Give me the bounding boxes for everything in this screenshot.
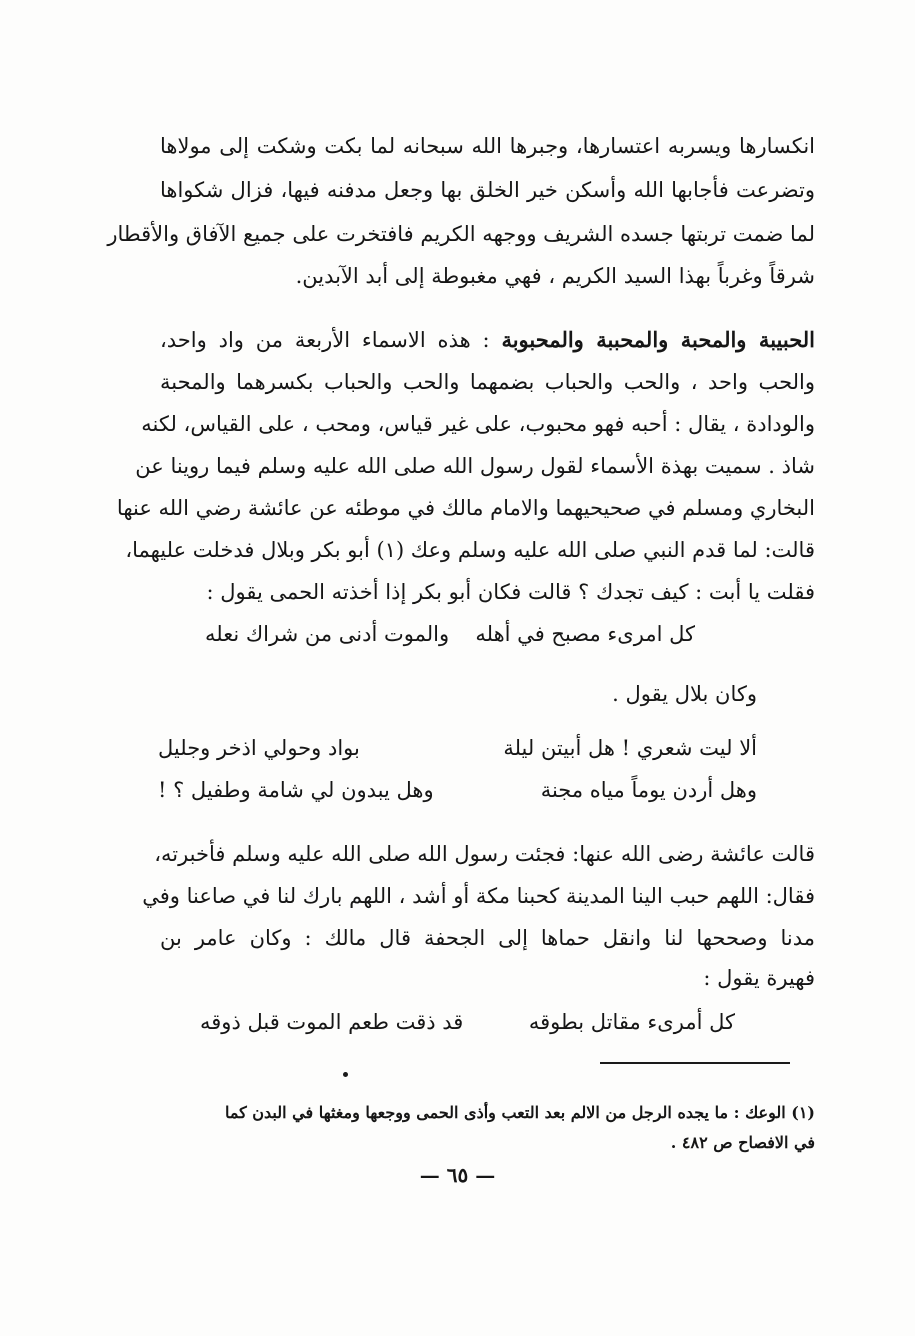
- verse-2-line-1-second: بواد وحولي اذخر وجليل: [158, 736, 360, 760]
- verse-2-line-2-first: وهل أردن يوماً مياه مجنة: [540, 778, 757, 802]
- paragraph-1-line: لما ضمت تربتها جسده الشريف ووجهه الكريم فافتخرت على جميع الآفاق والأقطار: [107, 222, 815, 246]
- paragraph-2-line: شاذ . سميت بهذة الأسماء لقول رسول الله صلى الله عليه وسلم فيما روينا عن: [135, 454, 815, 478]
- paragraph-3-line: مدنا وصححها لنا وانقل حماها إلى الجحفة قال مالك : وكان عامر بن: [160, 926, 815, 950]
- paragraph-3-line: قالت عائشة رضى الله عنها: فجئت رسول الله صلى الله عليه وسلم فأخبرته،: [154, 842, 815, 866]
- paragraph-1-line: انكسارها ويسربه اعتسارها، وجبرها الله سبحانه لما بكت وشكت إلى مولاها: [160, 134, 815, 158]
- bilal-intro: وكان بلال يقول .: [612, 682, 757, 706]
- verse-3-first-hemistich: كل أمرىء مقاتل بطوقه: [528, 1010, 735, 1034]
- verse-1-first-hemistich: كل امرىء مصبح في أهله: [475, 622, 695, 646]
- paragraph-2-line: فقلت يا أبت : كيف تجدك ؟ قالت فكان أبو بكر إذا أخذته الحمى يقول :: [206, 580, 815, 604]
- footnote-separator: [600, 1062, 790, 1064]
- footnote-line: في الافصاح ص ٤٨٢ .: [670, 1133, 815, 1152]
- paragraph-3-line: فقال: اللهم حبب الينا المدينة كحبنا مكة أو أشد ، اللهم بارك لنا في صاعنا وفي: [142, 884, 815, 908]
- paragraph-1-line: شرقاً وغرباً بهذا السيد الكريم ، فهي مغبوطة إلى أبد الآبدين.: [295, 264, 815, 288]
- footnote-line: (١) الوعك : ما يجده الرجل من الالم بعد التعب وأذى الحمى ووجعها ومغثها في البدن كما: [224, 1103, 815, 1122]
- paragraph-2-line: قالت: لما قدم النبي صلى الله عليه وسلم وعك (١) أبو بكر وبلال فدخلت عليهما،: [125, 538, 815, 562]
- heading-continuation: : هذه الاسماء الأربعة من واد واحد،: [160, 328, 490, 352]
- verse-3-second-hemistich: قد ذقت طعم الموت قبل ذوقه: [200, 1010, 464, 1034]
- ink-dot: [343, 1072, 348, 1077]
- verse-2-line-2-second: وهل يبدون لي شامة وطفيل ؟ !: [158, 778, 434, 802]
- verse-1-second-hemistich: والموت أدنى من شراك نعله: [205, 622, 450, 646]
- paragraph-2-line: والودادة ، يقال : أحبه فهو محبوب، على غير قياس، ومحب ، على القياس، لكنه: [141, 412, 815, 436]
- section-heading: الحبيبة والمحبة والمحببة والمحبوبة: [501, 327, 815, 352]
- verse-2-line-1-first: ألا ليت شعري ! هل أبيتن ليلة: [503, 736, 757, 760]
- paragraph-3-line: فهيرة يقول :: [703, 966, 815, 990]
- paragraph-1-line: وتضرعت فأجابها الله وأسكن خير الخلق بها وجعل مدفنه فيها، فزال شكواها: [160, 178, 815, 202]
- paragraph-2-first-line: [160, 322, 815, 358]
- paragraph-2-line: والحب واحد ، والحب والحباب بضمهما والحب والحباب بكسرهما والمحبة: [160, 370, 815, 394]
- paragraph-2-line: البخاري ومسلم في صحيحيهما والامام مالك في موطئه عن عائشة رضي الله عنها: [116, 496, 815, 520]
- page-number: — ٦٥ —: [419, 1163, 496, 1187]
